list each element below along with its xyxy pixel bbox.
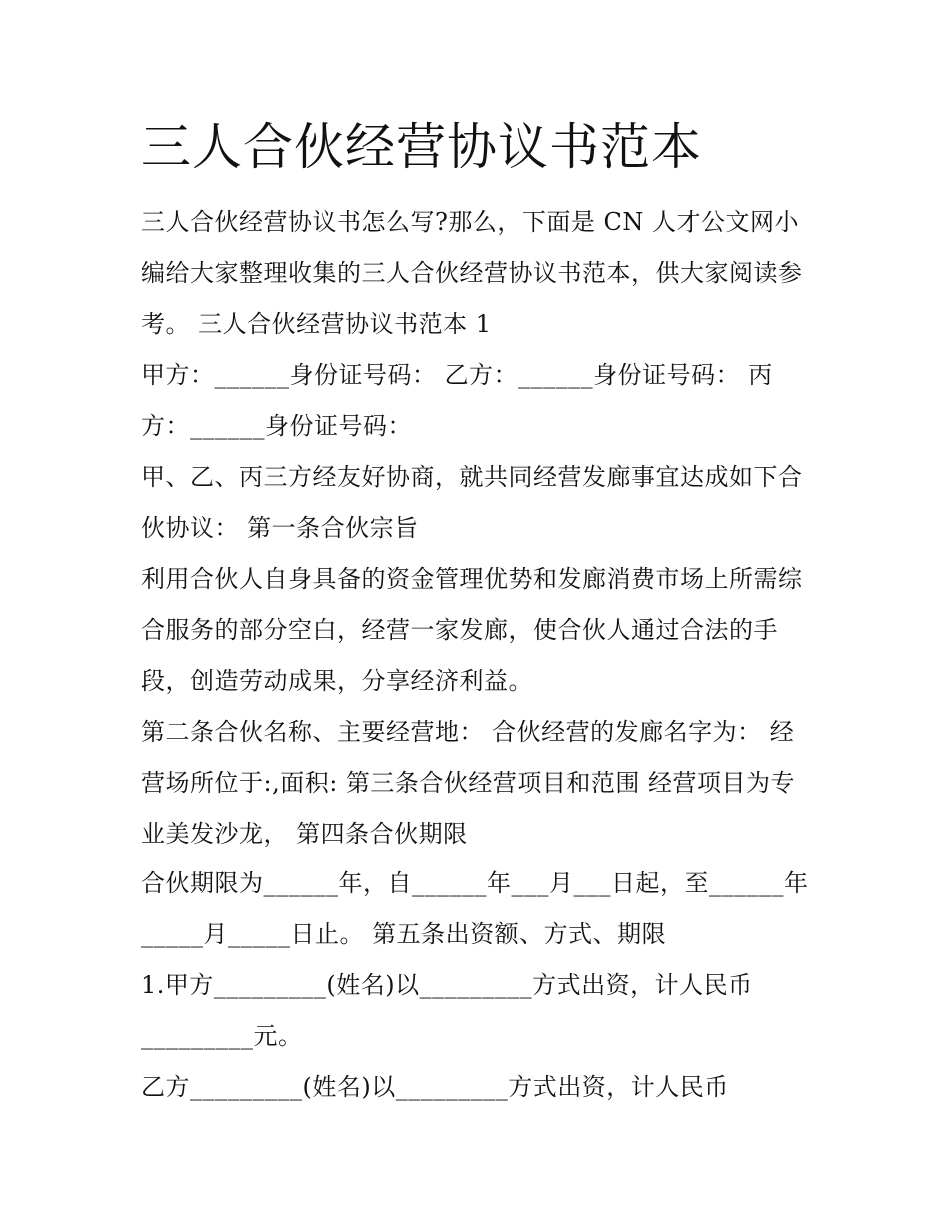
paragraph-line: 第二条合伙名称、主要经营地： 合伙经营的发廊名字为： 经 [141, 718, 795, 746]
paragraph-line: 伙协议： 第一条合伙宗旨 [141, 514, 419, 542]
paragraph-line: 合服务的部分空白，经营一家发廊，使合伙人通过合法的手 [141, 616, 778, 644]
paragraph-line: 考。 三人合伙经营协议书范本 1 [141, 310, 492, 338]
paragraph-line: 编给大家整理收集的三人合伙经营协议书范本，供大家阅读参 [141, 259, 803, 287]
paragraph-line: 乙方_________(姓名)以_________方式出资，计人民币 [141, 1073, 729, 1101]
paragraph-line: 三人合伙经营协议书怎么写?那么，下面是 CN 人才公文网小 [141, 208, 799, 236]
paragraph-line: 1.甲方_________(姓名)以_________方式出资，计人民币 [141, 971, 753, 999]
paragraph-line: 甲、乙、丙三方经友好协商，就共同经营发廊事宜达成如下合 [141, 463, 803, 491]
paragraph-line: _____月_____日止。 第五条出资额、方式、期限 [141, 920, 667, 948]
document-title: 三人合伙经营协议书范本 [141, 118, 702, 176]
paragraph-line: 利用合伙人自身具备的资金管理优势和发廊消费市场上所需综 [141, 565, 803, 593]
paragraph-line: 业美发沙龙， 第四条合伙期限 [141, 820, 468, 848]
paragraph-line: 段，创造劳动成果，分享经济利益。 [141, 667, 533, 695]
paragraph-line: 甲方：______身份证号码： 乙方：______身份证号码： 丙 [141, 361, 773, 389]
paragraph-line: 合伙期限为______年，自______年___月___日起，至______年 [141, 869, 809, 897]
paragraph-line: 营场所位于:,面积: 第三条合伙经营项目和范围 经营项目为专 [141, 769, 796, 797]
paragraph-line: 方：______身份证号码： [141, 412, 412, 440]
paragraph-line: _________元。 [141, 1022, 303, 1050]
